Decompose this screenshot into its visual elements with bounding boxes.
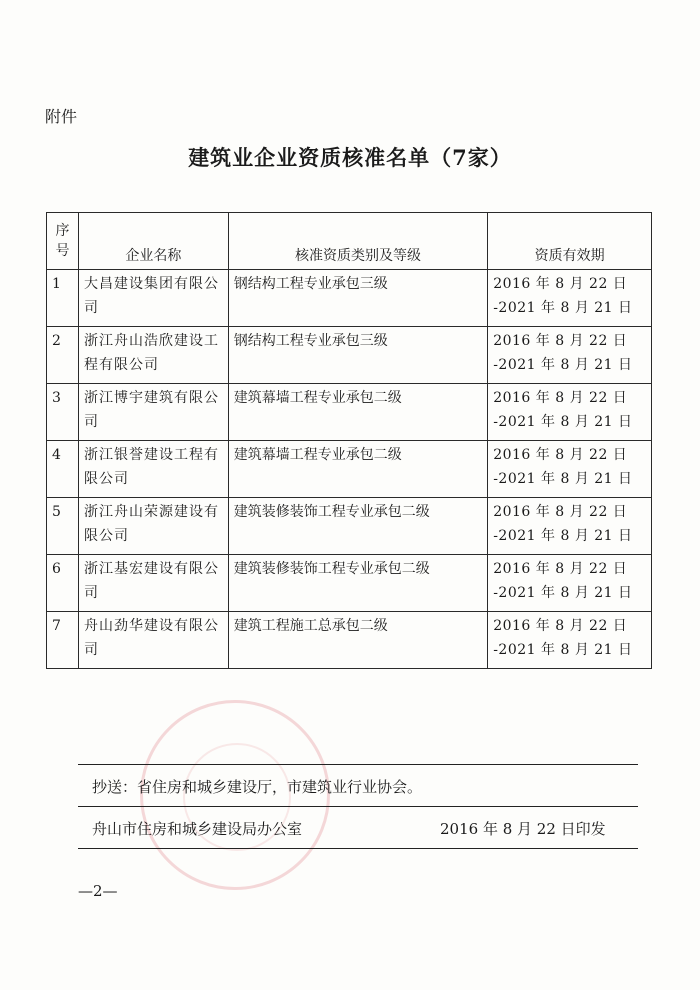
footer-top-rule xyxy=(78,764,638,765)
table-row xyxy=(47,555,652,612)
table-row xyxy=(47,612,652,669)
cell-company: 舟山劲华建设有限公司 xyxy=(78,612,228,669)
cell-seq: 5 xyxy=(47,498,79,555)
qualification-table xyxy=(46,212,652,669)
cell-company: 大昌建设集团有限公司 xyxy=(78,270,228,327)
header-company: 企业名称 xyxy=(78,213,228,270)
cell-company: 浙江基宏建设有限公司 xyxy=(78,555,228,612)
table-row xyxy=(47,384,652,441)
cell-qualification: 钢结构工程专业承包三级 xyxy=(228,270,488,327)
page-number: —2— xyxy=(78,882,118,900)
footer-bottom-rule xyxy=(78,848,638,849)
cell-seq: 3 xyxy=(47,384,79,441)
cell-qualification: 建筑装修装饰工程专业承包二级 xyxy=(228,498,488,555)
cell-validity: 2016 年 8 月 22 日 -2021 年 8 月 21 日 xyxy=(488,612,652,669)
cell-qualification: 建筑工程施工总承包二级 xyxy=(228,612,488,669)
header-seq-line2: 号 xyxy=(55,243,70,259)
header-seq xyxy=(47,213,79,270)
table-row xyxy=(47,270,652,327)
header-qualification: 核准资质类别及等级 xyxy=(228,213,488,270)
cell-validity: 2016 年 8 月 22 日 -2021 年 8 月 21 日 xyxy=(488,384,652,441)
cell-seq: 6 xyxy=(47,555,79,612)
issue-date: 2016 年 8 月 22 日印发 xyxy=(440,820,606,838)
cell-company: 浙江博宇建筑有限公司 xyxy=(78,384,228,441)
footer-middle-rule xyxy=(78,806,638,807)
table-row xyxy=(47,441,652,498)
cell-qualification: 建筑幕墙工程专业承包二级 xyxy=(228,441,488,498)
cell-validity: 2016 年 8 月 22 日 -2021 年 8 月 21 日 xyxy=(488,498,652,555)
cell-validity: 2016 年 8 月 22 日 -2021 年 8 月 21 日 xyxy=(488,327,652,384)
table-row xyxy=(47,498,652,555)
cell-seq: 4 xyxy=(47,441,79,498)
cell-company: 浙江舟山浩欣建设工程有限公司 xyxy=(78,327,228,384)
attachment-label: 附件 xyxy=(45,107,78,126)
cell-qualification: 建筑装修装饰工程专业承包二级 xyxy=(228,555,488,612)
issuing-office: 舟山市住房和城乡建设局办公室 xyxy=(92,820,303,838)
header-validity: 资质有效期 xyxy=(488,213,652,270)
cell-seq: 2 xyxy=(47,327,79,384)
cell-company: 浙江舟山荣源建设有限公司 xyxy=(78,498,228,555)
cell-qualification: 钢结构工程专业承包三级 xyxy=(228,327,488,384)
cell-validity: 2016 年 8 月 22 日 -2021 年 8 月 21 日 xyxy=(488,555,652,612)
cell-company: 浙江银誉建设工程有限公司 xyxy=(78,441,228,498)
cell-seq: 7 xyxy=(47,612,79,669)
cell-validity: 2016 年 8 月 22 日 -2021 年 8 月 21 日 xyxy=(488,270,652,327)
table-header-row xyxy=(47,213,652,270)
cell-qualification: 建筑幕墙工程专业承包二级 xyxy=(228,384,488,441)
cell-validity: 2016 年 8 月 22 日 -2021 年 8 月 21 日 xyxy=(488,441,652,498)
document-title: 建筑业企业资质核准名单（7家） xyxy=(188,145,512,170)
cc-line: 抄送：省住房和城乡建设厅，市建筑业行业协会。 xyxy=(92,778,423,796)
table-row xyxy=(47,327,652,384)
header-seq-line1: 序 xyxy=(55,223,70,239)
cell-seq: 1 xyxy=(47,270,79,327)
